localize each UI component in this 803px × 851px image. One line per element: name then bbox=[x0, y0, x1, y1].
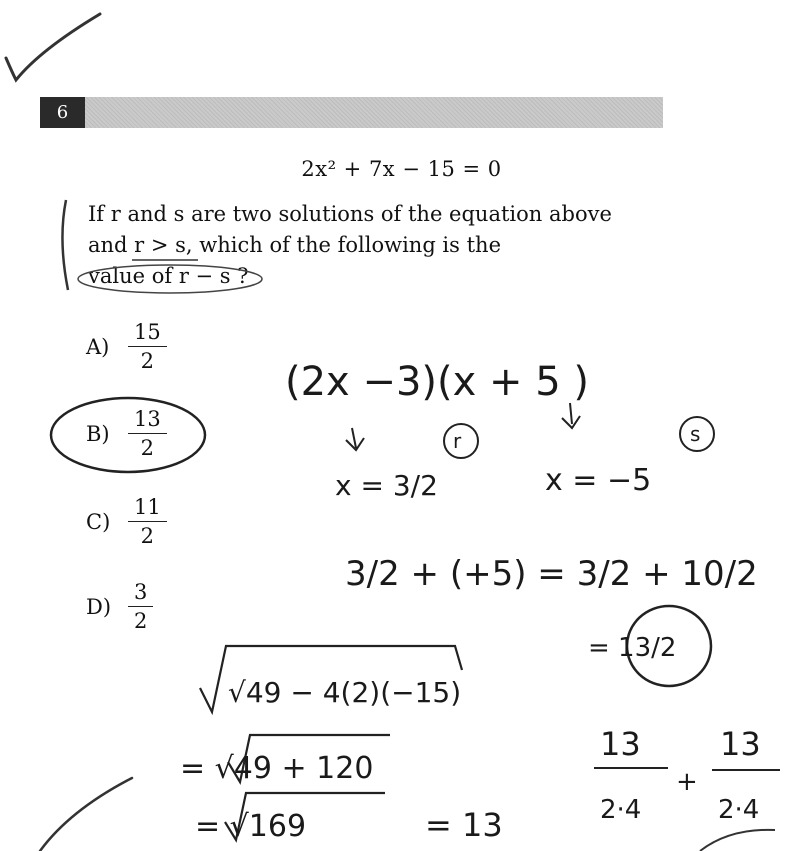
choice-b-label: B) bbox=[86, 421, 110, 446]
question-text-line1: If r and s are two solutions of the equation above bbox=[88, 202, 612, 226]
choice-c-numerator: 11 bbox=[128, 495, 167, 522]
hw-disc-result: = 13 bbox=[425, 806, 503, 844]
arrow-down-left-icon bbox=[346, 428, 364, 450]
question-number: 6 bbox=[40, 97, 85, 128]
checkmark-top-icon bbox=[6, 14, 100, 80]
question-text-line3: value of r − s ? bbox=[88, 264, 249, 288]
choice-b-circle-mark bbox=[51, 398, 205, 472]
question-oval-mark bbox=[78, 265, 262, 293]
hw-root1: x = 3/2 bbox=[335, 469, 438, 502]
hw-r-label: r bbox=[453, 429, 462, 453]
hw-frac-right-num: 13 bbox=[720, 725, 761, 763]
hw-result: = 13/2 bbox=[588, 633, 677, 663]
stroke-bottom-right-mark bbox=[700, 830, 775, 851]
choice-a-denominator: 2 bbox=[140, 349, 155, 373]
choice-d-denominator: 2 bbox=[134, 609, 148, 633]
question-equation: 2x² + 7x − 15 = 0 bbox=[301, 157, 502, 181]
hw-disc3: = √169 bbox=[195, 809, 307, 844]
hw-factor: (2x −3)(x + 5 ) bbox=[285, 359, 590, 405]
checkmark-bottom-icon bbox=[40, 778, 132, 851]
hw-frac-plus: + bbox=[676, 767, 698, 797]
choice-d-numerator: 3 bbox=[128, 580, 153, 607]
arrow-down-right-icon bbox=[562, 403, 580, 428]
choice-b-denominator: 2 bbox=[140, 436, 155, 460]
choice-b-numerator: 13 bbox=[128, 407, 167, 434]
bracket-mark bbox=[62, 200, 68, 290]
hw-sum: 3/2 + (+5) = 3/2 + 10/2 bbox=[345, 554, 758, 594]
choice-c-denominator: 2 bbox=[140, 524, 155, 548]
choice-a-numerator: 15 bbox=[128, 320, 167, 347]
hw-disc1: √49 − 4(2)(−15) bbox=[228, 676, 462, 709]
choice-c-label: C) bbox=[86, 509, 111, 534]
hw-frac-right-den: 2·4 bbox=[718, 795, 760, 825]
hw-disc2: = √49 + 120 bbox=[180, 751, 374, 786]
choice-a-label: A) bbox=[86, 334, 110, 359]
hw-s-label: s bbox=[690, 422, 701, 446]
hw-frac-left-den: 2·4 bbox=[600, 795, 642, 825]
choice-d-label: D) bbox=[86, 594, 112, 619]
question-text-line2: and r > s, which of the following is the bbox=[88, 233, 501, 257]
hw-frac-left-num: 13 bbox=[600, 725, 641, 763]
hw-root2: x = −5 bbox=[545, 463, 652, 498]
